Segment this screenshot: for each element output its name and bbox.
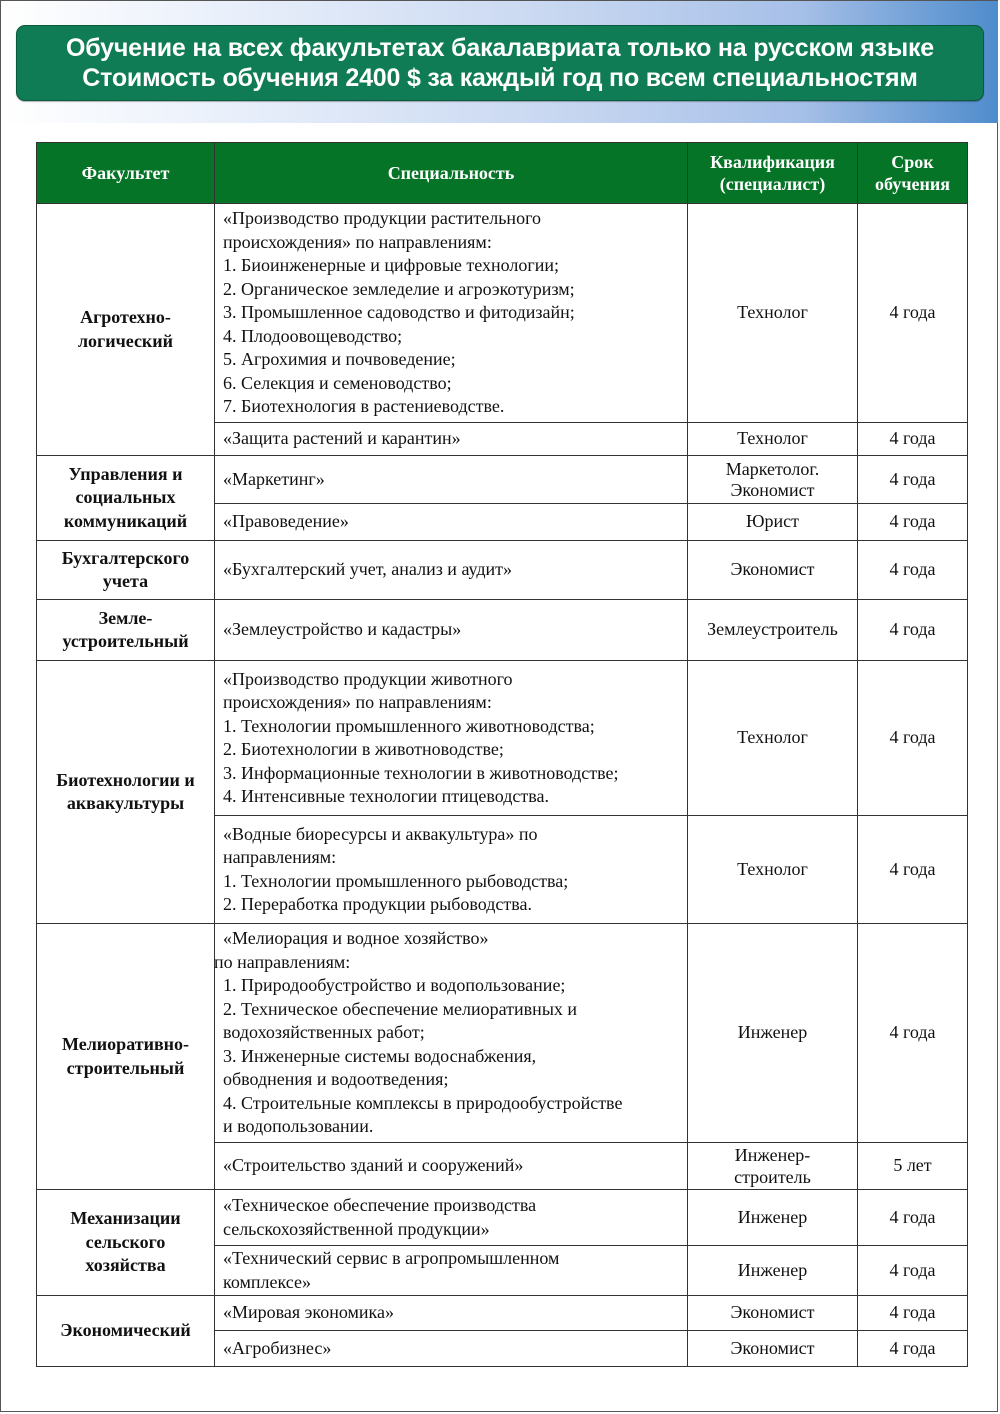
qualification-cell: Инженер: [688, 924, 858, 1143]
faculty-cell-reclamation: Мелиоративно- строительный: [37, 924, 215, 1190]
duration-cell: 4 года: [858, 456, 968, 504]
qualification-cell: Маркетолог. Экономист: [688, 456, 858, 504]
specialty-cell: «Защита растений и карантин»: [215, 423, 688, 456]
specialty-cell: «Мелиорация и водное хозяйство» по направлениям: 1. Природообустройство и водопользование; 2. Техническое обеспечение мелиоративных и водохозяйственных работ; 3. Инженерные системы водоснабжения, обводнения и водоотведения; 4. Строительные комплексы в природообустройстве и водопользовании.: [215, 924, 688, 1143]
table-header-row: [37, 143, 968, 204]
qualification-cell: Технолог: [688, 816, 858, 924]
table-row: [37, 1190, 968, 1246]
table-row: [37, 661, 968, 816]
qualification-cell: Инженер: [688, 1190, 858, 1246]
duration-cell: 4 года: [858, 661, 968, 816]
banner-language-note: Обучение на всех факультетах бакалавриата только на русском языке: [65, 34, 935, 62]
specialty-cell: «Производство продукции животного происхождения» по направлениям: 1. Технологии промышленного животноводства; 2. Биотехнологии в животноводстве; 3. Информационные технологии в животноводстве; 4. Интенсивные технологии птицеводства.: [215, 661, 688, 816]
specialty-cell: «Маркетинг»: [215, 456, 688, 504]
duration-cell: 4 года: [858, 1190, 968, 1246]
table-row: [37, 204, 968, 423]
specialty-cell: «Правоведение»: [215, 504, 688, 541]
table-row: [37, 1296, 968, 1331]
specialty-cell: «Землеустройство и кадастры»: [215, 600, 688, 661]
duration-cell: 4 года: [858, 816, 968, 924]
faculty-cell-mechanization: Механизации сельского хозяйства: [37, 1190, 215, 1296]
specialty-cell: «Техническое обеспечение производства сельскохозяйственной продукции»: [215, 1190, 688, 1246]
qualification-cell: Технолог: [688, 661, 858, 816]
qualification-cell: Экономист: [688, 1331, 858, 1367]
duration-cell: 4 года: [858, 600, 968, 661]
table-row: [37, 600, 968, 661]
table-row: [37, 924, 968, 1143]
table-row: [37, 456, 968, 504]
faculty-cell-economics: Экономический: [37, 1296, 215, 1367]
faculty-cell-accounting: Бухгалтерского учета: [37, 541, 215, 600]
programs-table: [36, 142, 968, 1367]
specialty-cell: «Строительство зданий и сооружений»: [215, 1143, 688, 1190]
specialty-cell: «Бухгалтерский учет, анализ и аудит»: [215, 541, 688, 600]
duration-cell: 4 года: [858, 204, 968, 423]
faculty-cell-agrotech: Агротехно- логический: [37, 204, 215, 456]
column-header-faculty: Факультет: [37, 143, 215, 204]
duration-cell: 5 лет: [858, 1143, 968, 1190]
duration-cell: 4 года: [858, 1331, 968, 1367]
duration-cell: 4 года: [858, 924, 968, 1143]
specialty-cell: «Производство продукции растительного происхождения» по направлениям: 1. Биоинженерные и цифровые технологии; 2. Органическое земледелие и агроэкотуризм; 3. Промышленное садоводство и фитодизайн; 4. Плодоовощеводство; 5. Агрохимия и почвоведение; 6. Селекция и семеноводство; 7. Биотехнология в растениеводстве.: [215, 204, 688, 423]
qualification-cell: Экономист: [688, 541, 858, 600]
qualification-cell: Технолог: [688, 204, 858, 423]
qualification-cell: Инженер- строитель: [688, 1143, 858, 1190]
qualification-cell: Экономист: [688, 1296, 858, 1331]
banner-tuition-cost: Стоимость обучения 2400 $ за каждый год по всем специальностям: [82, 64, 918, 92]
duration-cell: 4 года: [858, 541, 968, 600]
info-banner: [16, 25, 984, 101]
qualification-cell: Инженер: [688, 1246, 858, 1296]
specialty-cell: «Мировая экономика»: [215, 1296, 688, 1331]
faculty-cell-biotech: Биотехнологии и аквакультуры: [37, 661, 215, 924]
duration-cell: 4 года: [858, 504, 968, 541]
qualification-cell: Технолог: [688, 423, 858, 456]
duration-cell: 4 года: [858, 1296, 968, 1331]
qualification-cell: Юрист: [688, 504, 858, 541]
table-row: [37, 541, 968, 600]
duration-cell: 4 года: [858, 1246, 968, 1296]
faculty-cell-land-management: Земле- устроительный: [37, 600, 215, 661]
column-header-duration: Срок обучения: [858, 143, 968, 204]
specialty-cell: «Технический сервис в агропромышленном комплексе»: [215, 1246, 688, 1296]
qualification-cell: Землеустроитель: [688, 600, 858, 661]
faculty-cell-management: Управления и социальных коммуникаций: [37, 456, 215, 541]
column-header-qualification: Квалификация (специалист): [688, 143, 858, 204]
duration-cell: 4 года: [858, 423, 968, 456]
specialty-cell: «Водные биоресурсы и аквакультура» по направлениям: 1. Технологии промышленного рыбоводства; 2. Переработка продукции рыбоводства.: [215, 816, 688, 924]
specialty-cell: «Агробизнес»: [215, 1331, 688, 1367]
column-header-specialty: Специальность: [215, 143, 688, 204]
